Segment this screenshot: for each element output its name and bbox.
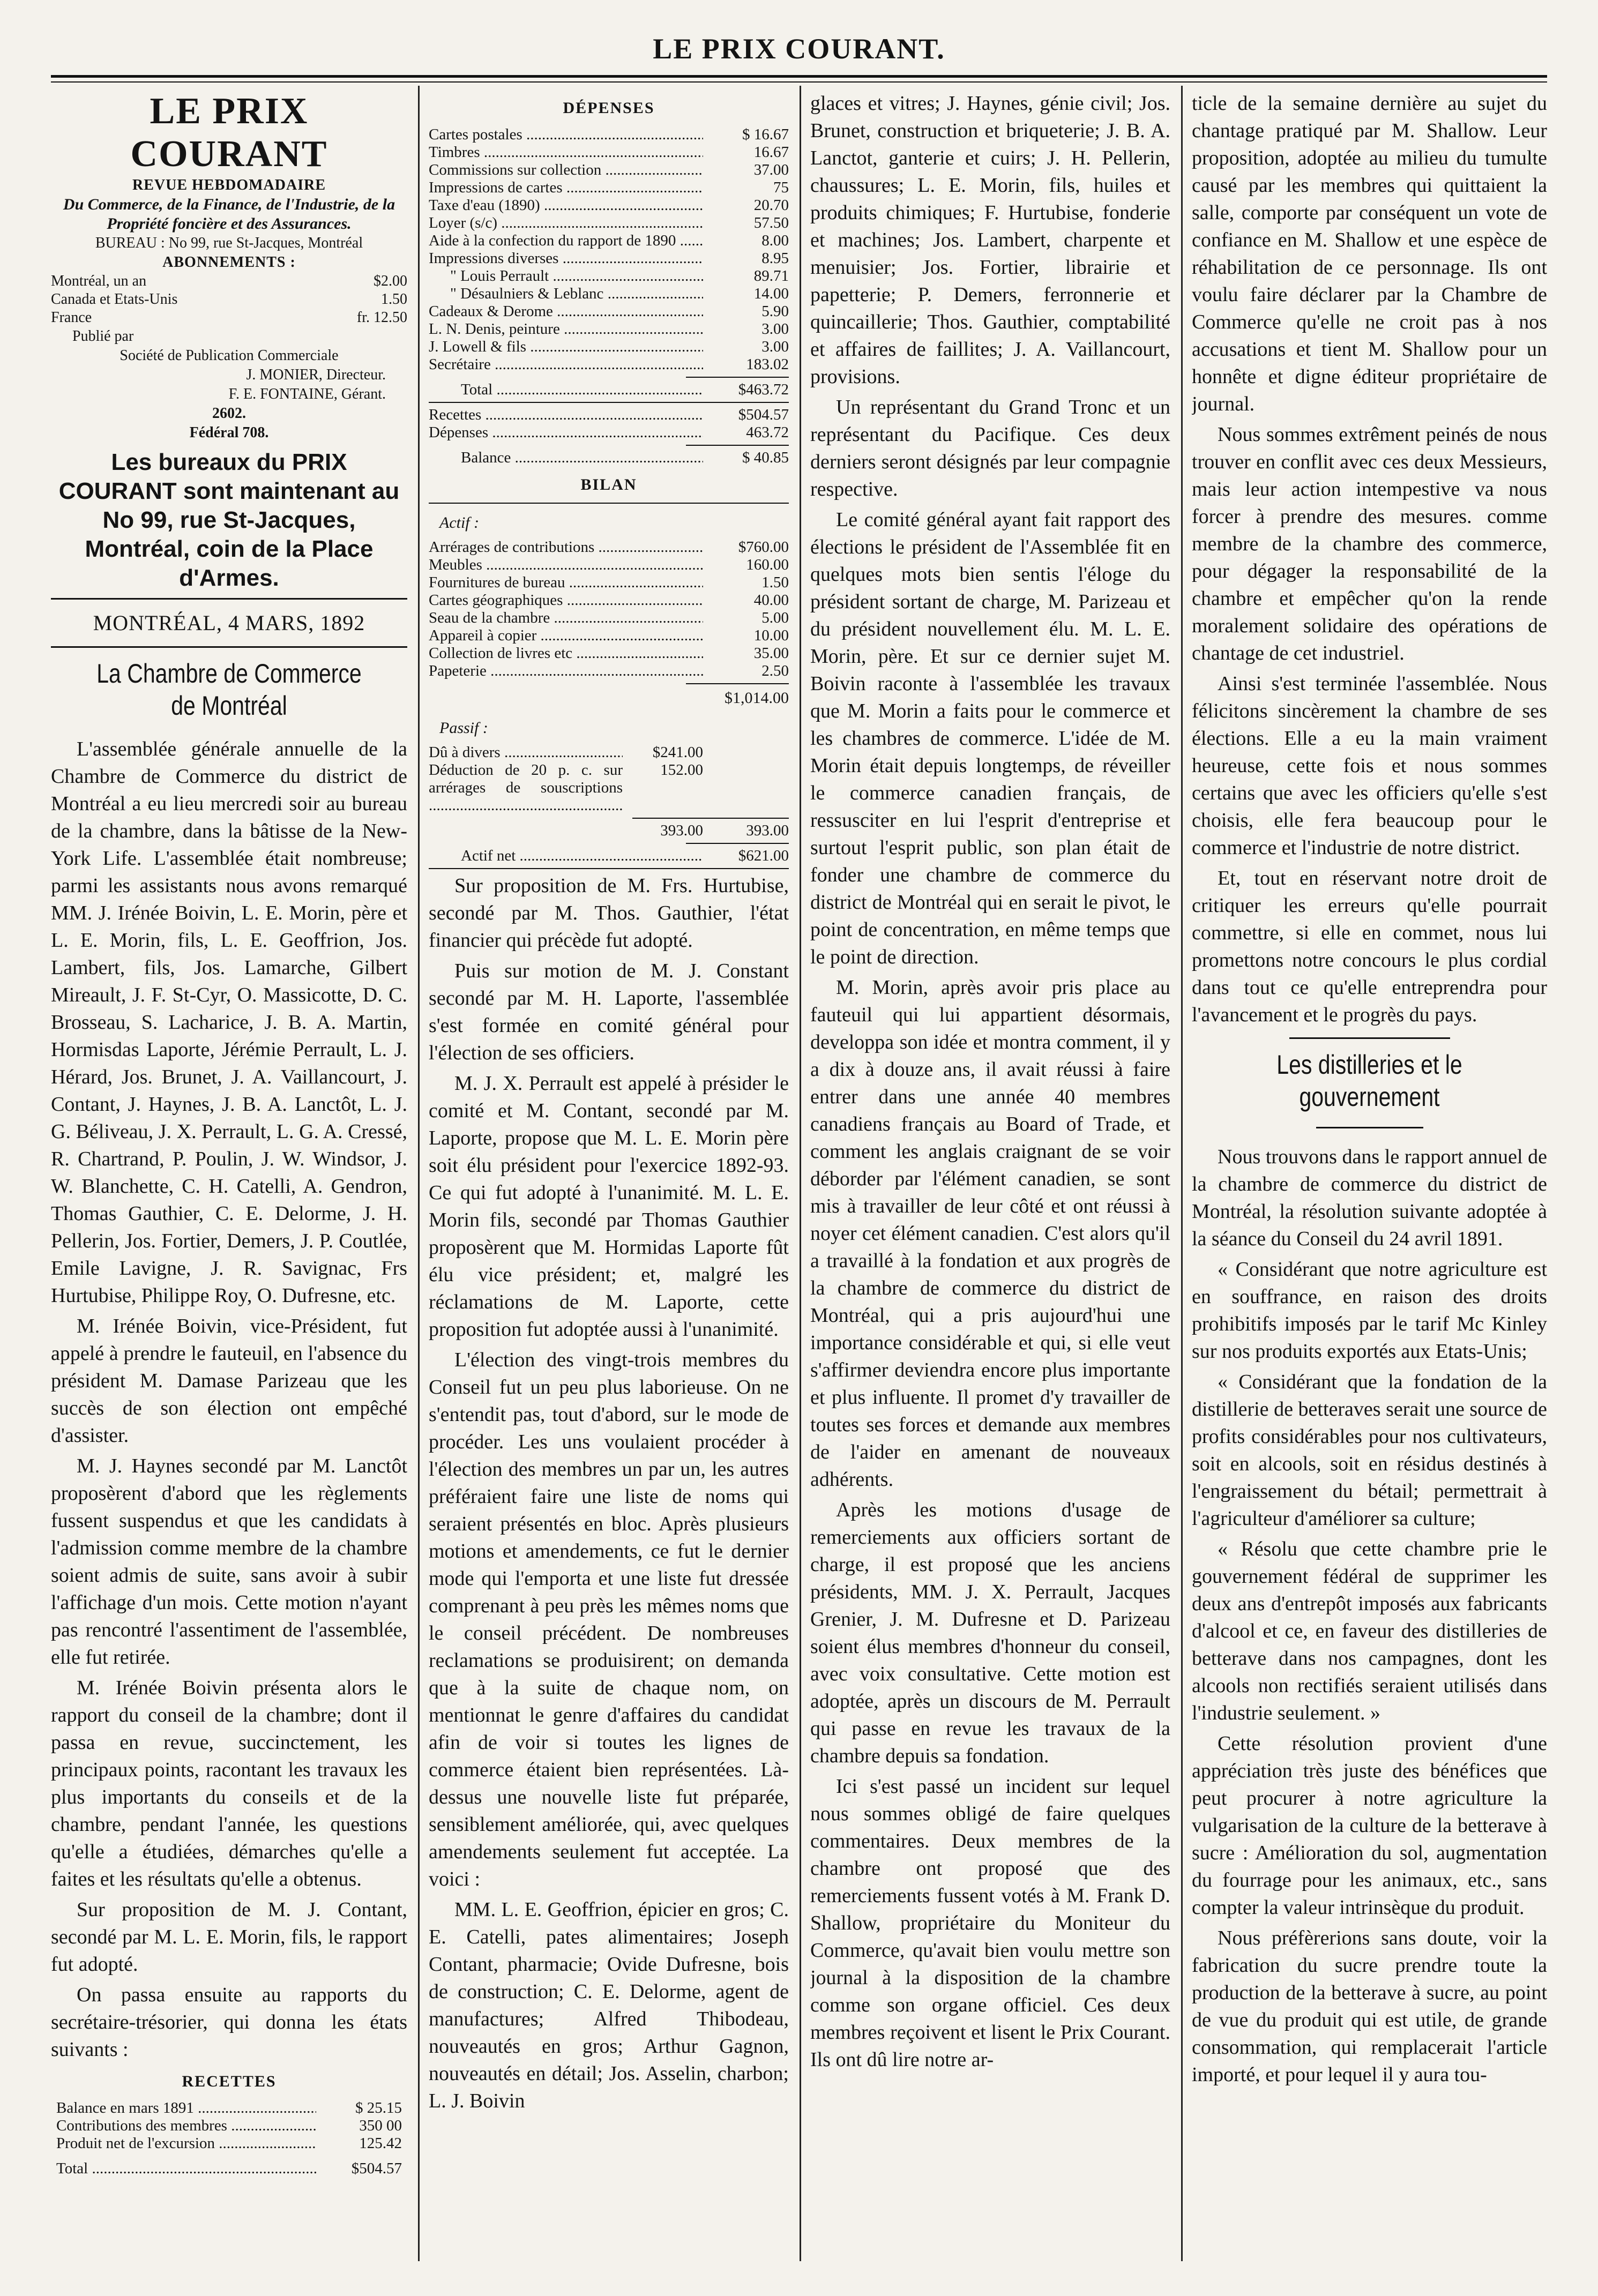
divider xyxy=(429,503,789,504)
masthead-subtitle: REVUE HEBDOMADAIRE xyxy=(132,177,326,193)
column-divider xyxy=(1181,86,1183,2261)
actif-total: $1,014.00 xyxy=(725,689,789,707)
article-paragraph: glaces et vitres; J. Haynes, génie civil; Jos. Brunet, construction et briqueterie; J. B. A. Lanctot, ganterie et cuirs; J. H. Pellerin, chaussures; L. E. Morin, fils, huiles et produits chimiques; F. Hurtubise, fonderie et machines; Jos. Lambert, charpente et menuisier; Jos. Fortier, librairie et papetterie; P. Demers, ferronnerie et quincaillerie; Thos. Gauthier, comptabilité et affaires de faillites; J. A. Vaillancourt, provisions. xyxy=(810,92,1170,388)
divider xyxy=(429,868,789,869)
article-paragraph: Puis sur motion de M. J. Constant secondé par M. H. Laporte, l'assemblée s'est formée en comité général pour l'élection de ses officiers. xyxy=(429,960,789,1064)
dateline: MONTRÉAL, 4 MARS, 1892 xyxy=(93,611,365,635)
depenses-row: Impressions de cartes ..... 75 xyxy=(429,179,789,197)
divider xyxy=(1289,1037,1450,1039)
header-rule xyxy=(51,75,1547,78)
article-paragraph: L'assemblée générale annuelle de la Chambre de Commerce du district de Montréal a eu lieu mercredi soir au bureau de la chambre, dans la bâtisse de la New-York Life. L'assemblée était nombreuse; parmi les assistants nous avons remarqué MM. J. Irénée Boivin, L. E. Morin, père et L. E. Morin, fils, L. E. Geoffrion, Jos. Lambert, fils, Jos. Lamarche, Gilbert Mireault, J. F. St-Cyr, O. Massicotte, D. C. Brosseau, S. Lacharice, J. B. A. Martin, Hormisdas Laporte, Jérémie Perrault, L. J. Hérard, Jos. Brunet, J. A. Vaillancourt, J. Contant, J. Haynes, J. B. A. Lanctôt, L. J. G. Béliveau, J. X. Perrault, L. G. A. Cressé, R. Chartrand, P. Poulin, J. W. Windsor, J. W. Blanchette, C. H. Catelli, A. Gendron, Thomas Gauthier, C. E. Delorme, J. H. Pellerin, Jos. Fortier, Demers, J. P. Coutlée, Emile Lavigne, J. R. Savignac, Frs Hurtubise, Philippe Roy, O. Dufresne, etc. xyxy=(51,738,407,1307)
abonnements-label: ABONNEMENTS : xyxy=(162,254,296,271)
masthead-bureau: BUREAU : No 99, rue St-Jacques, Montréal xyxy=(95,235,363,251)
depenses-row: Impressions diverses ..... 8.95 xyxy=(429,250,789,267)
subscription-row: France fr. 12.50 xyxy=(51,309,407,326)
recettes-row: Produit net de l'excursion ..... 125.42 xyxy=(56,2135,402,2152)
actif-row: Cartes géographiques ..... 40.00 xyxy=(429,592,789,609)
column-2 xyxy=(429,90,789,2255)
bilan-table xyxy=(429,471,789,869)
page-running-header: LE PRIX COURANT. xyxy=(653,33,945,65)
actif-row: Arrérages de contributions ..... $760.00 xyxy=(429,539,789,556)
phone-federal: Fédéral 708. xyxy=(189,424,269,441)
article-paragraph: Nous sommes extrêment peinés de nous trouver en conflit avec ces deux Messieurs, mais leur action intempestive va nous forcer à prendre des mesures. comme membre de la chambre des commerce, pour dégager la responsabilité de la chambre et empêcher qu'on la rende moralement solidaire des opérations de chantage de cet industriel. xyxy=(1192,423,1547,664)
subscription-list xyxy=(51,272,407,327)
depenses-row: Cartes postales ..... $ 16.67 xyxy=(429,126,789,144)
actif-row: Fournitures de bureau ..... 1.50 xyxy=(429,574,789,592)
recettes-row: Balance en mars 1891 ..... $ 25.15 xyxy=(56,2099,402,2117)
recettes-title: RECETTES xyxy=(182,2073,277,2090)
header-rule-thin xyxy=(51,81,1547,83)
actif-net: Actif net ..... $621.00 xyxy=(429,847,789,865)
divider xyxy=(429,402,789,403)
passif-label: Passif : xyxy=(439,719,488,737)
actif-label: Actif : xyxy=(439,514,480,532)
article2-paragraph: Nous préfèrerions sans doute, voir la fabrication du sucre prendre toute la production de la betterave à sucre, au point de vue du produit qui est utile, de grande consommation, qui remplacerait l'article importé, et pour lequel il y aura tou- xyxy=(1192,1927,1547,2086)
phone-number: 2602. xyxy=(212,405,246,422)
publisher-society: Société de Publication Commerciale xyxy=(120,347,339,364)
bilan-title: BILAN xyxy=(580,476,637,493)
passif-total: 393.00 393.00 xyxy=(660,822,789,839)
column-1 xyxy=(51,90,407,2255)
recettes-total: Total ..... $504.57 xyxy=(56,2160,402,2178)
depenses-row: J. Lowell & fils ..... 3.00 xyxy=(429,338,789,356)
total-rule xyxy=(686,445,789,446)
actif-row: Meubles ..... 160.00 xyxy=(429,556,789,574)
actif-row: Seau de la chambre ..... 5.00 xyxy=(429,609,789,627)
column-3 xyxy=(810,90,1170,2255)
recettes-row: Contributions des membres ..... 350 00 xyxy=(56,2117,402,2135)
summary-balance: Balance ..... $ 40.85 xyxy=(429,449,789,467)
article2-paragraph: Nous trouvons dans le rapport annuel de la chambre de commerce du district de Montréal, la résolution suivante adoptée à la séance du Conseil du 24 avril 1891. xyxy=(1192,1146,1547,1250)
article2-paragraph: « Considérant que notre agriculture est en souffrance, en raison des droits prohibitifs imposés par le tarif Mc Kinley sur nos produits exportés aux Etats-Unis; xyxy=(1192,1258,1547,1363)
depenses-row: " Louis Perrault ..... 89.71 xyxy=(429,267,789,285)
depenses-row: Taxe d'eau (1890) ..... 20.70 xyxy=(429,197,789,214)
subscription-row: Montréal, un an $2.00 xyxy=(51,273,407,289)
article-paragraph: M. Irénée Boivin présenta alors le rapport du conseil de la chambre; dont il passa en revue, succinctement, les principaux points, racontant les travaux les plus importants du conseils et de la chambre, pendant l'année, les questions qu'elle a étudiées, démarches qu'elle a faites et les résultats qu'elle a obtenus. xyxy=(51,1677,407,1890)
subscription-row: Canada et Etats-Unis 1.50 xyxy=(51,291,407,308)
article-paragraph: Ainsi s'est terminée l'assemblée. Nous félicitons sincèrement la chambre de ses élections. Elle a eu la main vraiment heureuse, cette fois et nous sommes certains que avec les officiers qu'elle s'est choisis, elle fera beaucoup pour le commerce et l'industrie de notre district. xyxy=(1192,672,1547,859)
article-paragraph: Ici s'est passé un incident sur lequel nous sommes obligé de faire quelques commentaires. Deux membres de la chambre ont proposé que des remerciements fussent votés à M. Frank D. Shallow, propriétaire du Moniteur du Commerce, qu'avait bien voulu mettre son journal à la disposition de la chambre comme son organe officiel. Ces deux membres reçoivent et lisent le Prix Courant. Ils ont dû lire notre ar- xyxy=(810,1775,1170,2071)
total-rule xyxy=(686,843,789,844)
office-notice: Les bureaux du PRIX COURANT sont maintenant au No 99, rue St-Jacques, Montréal, coin de la Place d'Armes. xyxy=(58,449,400,591)
article-headline: La Chambre de Commerce de Montréal xyxy=(96,659,362,721)
column-4 xyxy=(1192,90,1547,2255)
summary-depenses: Dépenses ..... 463.72 xyxy=(429,424,789,442)
column-divider xyxy=(800,86,801,2261)
article-paragraph: M. J. Haynes secondé par M. Lanctôt proposèrent d'abord que les règlements fussent suspendus et que les candidats à l'admission comme membre de la chambre soient admis de suite, sans avoir à subir l'affichage d'un mois. Cette motion n'ayant pas rencontré l'assentiment de l'assemblée, elle fut retirée. xyxy=(51,1455,407,1669)
article-paragraph: Le comité général ayant fait rapport des élections le président de l'Assemblée fit en quelques mots bien sentis l'éloge du président sortant de charge, M. Parizeau et du président nouvellement élu. M. L. E. Morin, père. Et sur ce dernier sujet M. Boivin raconte à l'assemblée les travaux que M. Morin a faits pour le commerce et les chambres de commerce. L'idée de M. Morin était depuis longtemps, de réveiller le commerce canadien français, de ressusciter en lui l'esprit d'entreprise et surtout l'esprit public, son plan était de fonder une chambre de commerce du district de Montréal qui en serait le pivot, le point de concentration, en même temps que le point de direction. xyxy=(810,508,1170,968)
recettes-table xyxy=(51,2068,407,2178)
depenses-row: L. N. Denis, peinture ..... 3.00 xyxy=(429,320,789,338)
publie-par: Publié par xyxy=(72,328,134,345)
depenses-row: " Désaulniers & Leblanc ..... 14.00 xyxy=(429,285,789,303)
depenses-row: Loyer (s/c) ..... 57.50 xyxy=(429,214,789,232)
total-rule xyxy=(686,683,789,684)
article-paragraph: Et, tout en réservant notre droit de critiquer les erreurs qu'elle pourrait commettre, si elle en commet, nous lui promettons notre concours le plus cordial dans tout ce qu'elle entreprendra pour l'avancement et le progrès du pays. xyxy=(1192,867,1547,1026)
article-paragraph: ticle de la semaine dernière au sujet du chantage pratiqué par M. Shallow. Leur proposition, adoptée au milieu du tumulte causé par les membres qui quittaient la salle, comporte par conséquent un vote de confiance en M. Shallow et une espèce de réhabilitation de ce personnage. Ils ont voulu faire déclarer par la Chambre de Commerce qu'elle ne croit pas à nos accusations et tient M. Shallow pour un honnête et digne éditeur propriétaire de journal. xyxy=(1192,92,1547,415)
article-paragraph: Après les motions d'usage de remerciements aux officiers sortant de charge, il est proposé que les anciens présidents, MM. J. X. Perrault, Jacques Grenier, J. M. Dufresne et D. Parizeau soient élus membres d'honneur du conseil, avec voix consultative. Cette motion est adoptée, après un discours de M. Perrault qui passe en revue les travaux de la chambre depuis sa fondation. xyxy=(810,1499,1170,1767)
depenses-row: Aide à la confection du rapport de 1890 ..... 8.00 xyxy=(429,232,789,250)
depenses-row: Cadeaux & Derome ..... 5.90 xyxy=(429,303,789,320)
divider xyxy=(51,598,407,600)
publisher-director: J. MONIER, Directeur. xyxy=(246,367,386,383)
article-paragraph: Sur proposition de M. Frs. Hurtubise, secondé par M. Thos. Gauthier, l'état financier qui précède fut adopté. xyxy=(429,874,789,952)
article2-paragraph: Cette résolution provient d'une appréciation très juste des bénéfices que peut procurer à notre agriculture la vulgarisation de la culture de la betterave à sucre : Amélioration du sol, augmentation du fourrage pour les animaux, etc., sans compter la valeur intrinsèque du produit. xyxy=(1192,1732,1547,1919)
summary-recettes: Recettes ..... $504.57 xyxy=(429,406,789,424)
masthead-description: Du Commerce, de la Finance, de l'Industrie, de la Propriété foncière et des Assurances. xyxy=(63,196,395,233)
article2-headline: Les distilleries et le gouvernement xyxy=(1276,1050,1462,1112)
publisher-manager: F. E. FONTAINE, Gérant. xyxy=(228,386,386,402)
passif-row: Déduction de 20 p. c. sur arrérages de souscriptions ..... 152.00 xyxy=(429,761,789,814)
article-paragraph: On passa ensuite au rapports du secrétaire-trésorier, qui donna les états suivants : xyxy=(51,1984,407,2061)
actif-row: Collection de livres etc ..... 35.00 xyxy=(429,645,789,662)
article-paragraph: Sur proposition de M. J. Contant, secondé par M. L. E. Morin, fils, le rapport fut adopté. xyxy=(51,1898,407,1976)
article-paragraph: MM. L. E. Geoffrion, épicier en gros; C. E. Catelli, pates alimentaires; Joseph Contant, pharmacie; Ovide Dufresne, bois de construction; C. E. Delorme, agent de manufactures; Alfred Thibodeau, nouveautés en gros; Arthur Gagnon, nouveautés en détail; Jos. Asselin, charbon; L. J. Boivin xyxy=(429,1898,789,2112)
article-paragraph: M. Morin, après avoir pris place au fauteuil qui lui appartient désormais, developpa son idée et montra comment, il y a dix à douze ans, il avait réussi à faire entrer dans une année 40 membres canadiens français au Board of Trade, et comment les anglais craignant de se voir déborder par l'élément canadien, se sont mis à travailler de leur côté et ont réussi à noyer cet élément canadien. C'est alors qu'il a travaillé à la fondation et aux progrès de la chambre de commerce du district de Montréal, qui a pris aujourd'hui une importance considérable et qui, si elle veut s'affirmer deviendra encore plus importante et plus influente. Il promet d'y travailler de toutes ses forces et demande aux membres de l'aider en amenant de nouveaux adhérents. xyxy=(810,976,1170,1491)
divider xyxy=(51,646,407,648)
depenses-row: Timbres ..... 16.67 xyxy=(429,144,789,161)
divider xyxy=(1316,1127,1423,1128)
depenses-row: Commissions sur collection ..... 37.00 xyxy=(429,161,789,179)
column-divider xyxy=(418,86,420,2261)
depenses-table xyxy=(429,94,789,467)
actif-row: Appareil à copier ..... 10.00 xyxy=(429,627,789,645)
depenses-total: Total ..... $463.72 xyxy=(429,381,789,399)
depenses-row: Secrétaire ..... 183.02 xyxy=(429,356,789,373)
depenses-title: DÉPENSES xyxy=(563,99,655,117)
passif-row: Dû à divers ..... $241.00 xyxy=(429,744,789,761)
article-paragraph: Un représentant du Grand Tronc et un représentant du Pacifique. Ces deux derniers seront désignés par leur compagnie respective. xyxy=(810,396,1170,500)
total-rule xyxy=(686,377,789,378)
article-paragraph: L'élection des vingt-trois membres du Conseil fut un peu plus laborieuse. On ne s'entendit pas, tout d'abord, sur le mode de procéder. Les uns voulaient procéder à l'élection des membres un par un, les autres préféraient faire une liste de noms qui seraient présentés en bloc. Après plusieurs motions et amendements, ce fut le dernier mode qui l'emporta et une liste fut dressée comprenant à peu près les mêmes noms que le conseil précédent. De nombreuses reclamations se produisirent; on demanda que à la suite de chaque nom, on mentionnat le genre d'affaires du candidat afin de voir si toutes les lignes de commerce étaient bien représentées. Là-dessus une nouvelle liste fut préparée, sensiblement améliorée, qui, avec quelques amendements seulement fut acceptée. La voici : xyxy=(429,1349,789,1890)
total-rule xyxy=(632,818,789,819)
article2-paragraph: « Considérant que la fondation de la distillerie de betteraves serait une source de profits considérables pour nos cultivateurs, soit en alcools, soit en résidus destinés à l'engraissement du bétail; permettrait à l'agriculteur d'améliorer sa culture; xyxy=(1192,1371,1547,1530)
masthead-title: LE PRIX COURANT xyxy=(130,91,328,175)
actif-row: Papeterie ..... 2.50 xyxy=(429,662,789,680)
article2-paragraph: « Résolu que cette chambre prie le gouvernement fédéral de supprimer les deux ans d'entrepôt imposés aux fabricants d'alcool et ce, en faveur des distilleries de betterave dans nos campagnes, dont les alcools non rectifiés seraient utilisés dans l'industrie seulement. » xyxy=(1192,1538,1547,1724)
article-paragraph: M. Irénée Boivin, vice-Président, fut appelé à prendre le fauteuil, en l'absence du président M. Damase Parizeau que les succès de son élection ont empêché d'assister. xyxy=(51,1315,407,1447)
article-paragraph: M. J. X. Perrault est appelé à présider le comité et M. Contant, secondé par M. Laporte, propose que M. L. E. Morin père soit élu président pour l'exercice 1892-93. Ce qui fut adopté à l'unanimité. M. L. E. Morin fils, secondé par Thomas Gauthier proposèrent que M. Hormidas Laporte fût élu vice président; et, malgré les réclamations de M. Laporte, cette proposition fut adoptée aussi à l'unanimité. xyxy=(429,1072,789,1341)
